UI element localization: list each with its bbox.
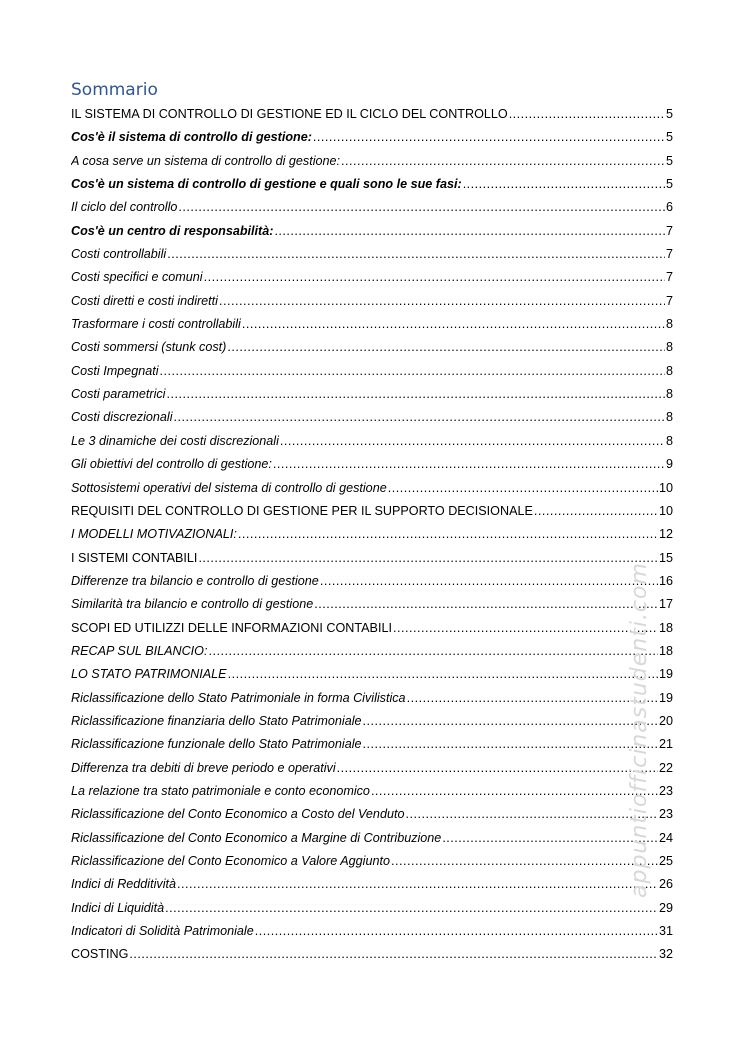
toc-entry-page-number: 25: [658, 854, 673, 868]
toc-dot-leader: [274, 220, 665, 243]
toc-entry[interactable]: [71, 430, 673, 453]
page-title: Sommario: [71, 80, 158, 100]
toc-entry-label: Riclassificazione dello Stato Patrimoniale in forma Civilistica: [71, 690, 406, 705]
toc-entry-page-number: 16: [658, 573, 673, 588]
toc-entry-page-number: 7: [665, 270, 673, 285]
toc-entry-label: Le 3 dinamiche dei costi discrezionali: [71, 433, 279, 448]
toc-entry-label: I SISTEMI CONTABILI: [71, 550, 198, 565]
toc-dot-leader: [273, 453, 665, 476]
toc-dot-leader: [178, 196, 665, 219]
toc-entry-label: Costi Impegnati: [71, 363, 159, 378]
toc-entry[interactable]: [71, 757, 673, 780]
toc-entry-page-number: 32: [658, 947, 673, 962]
toc-entry[interactable]: [71, 220, 673, 243]
toc-dot-leader: [219, 290, 665, 313]
toc-entry[interactable]: [71, 126, 673, 149]
toc-entry[interactable]: [71, 500, 673, 523]
toc-entry-page-number: 23: [658, 807, 673, 822]
toc-entry-page-number: 8: [665, 340, 673, 355]
toc-entry-label: La relazione tra stato patrimoniale e conto economico: [71, 783, 370, 798]
toc-entry-label: Indici di Liquidità: [71, 900, 165, 915]
toc-dot-leader: [388, 477, 658, 500]
toc-entry[interactable]: [71, 920, 673, 943]
toc-entry-label: Sottosistemi operativi del sistema di controllo di gestione: [71, 480, 387, 495]
toc-entry[interactable]: [71, 196, 673, 219]
toc-entry-page-number: 12: [658, 527, 673, 542]
toc-entry[interactable]: [71, 873, 673, 896]
toc-entry[interactable]: [71, 547, 673, 570]
toc-entry[interactable]: [71, 897, 673, 920]
toc-entry-label: Trasformare i costi controllabili: [71, 317, 241, 332]
toc-entry-label: Costi discrezionali: [71, 410, 173, 425]
toc-dot-leader: [129, 943, 658, 966]
toc-dot-leader: [174, 406, 665, 429]
toc-entry[interactable]: [71, 243, 673, 266]
toc-entry-label: Cos'è il sistema di controllo di gestione:: [71, 130, 312, 145]
toc-entry-label: A cosa serve un sistema di controllo di gestione:: [71, 153, 341, 168]
toc-dot-leader: [208, 640, 658, 663]
toc-entry[interactable]: [71, 360, 673, 383]
toc-entry-label: I MODELLI MOTIVAZIONALI:: [71, 527, 237, 542]
toc-dot-leader: [167, 243, 665, 266]
toc-entry-label: Gli obiettivi del controllo di gestione:: [71, 457, 272, 472]
toc-entry-label: Indici di Redditività: [71, 877, 176, 892]
toc-entry-label: Riclassificazione funzionale dello Stato Patrimoniale: [71, 737, 362, 752]
toc-entry-label: Costi diretti e costi indiretti: [71, 293, 218, 308]
toc-entry[interactable]: [71, 266, 673, 289]
toc-entry[interactable]: [71, 850, 673, 873]
toc-entry[interactable]: [71, 150, 673, 173]
toc-entry-label: Riclassificazione del Conto Economico a Margine di Contribuzione: [71, 830, 442, 845]
toc-dot-leader: [463, 173, 665, 196]
toc-entry[interactable]: [71, 943, 673, 966]
toc-entry[interactable]: [71, 173, 673, 196]
toc-dot-leader: [255, 920, 658, 943]
toc-entry-page-number: 10: [658, 480, 673, 495]
toc-entry-label: Costi parametrici: [71, 387, 166, 402]
toc-entry[interactable]: [71, 570, 673, 593]
toc-entry-label: IL SISTEMA DI CONTROLLO DI GESTIONE ED IL CICLO DEL CONTROLLO: [71, 107, 508, 121]
toc-entry[interactable]: [71, 640, 673, 663]
toc-entry-page-number: 29: [658, 900, 673, 915]
toc-entry-page-number: 26: [658, 877, 673, 892]
toc-entry-page-number: 7: [665, 247, 673, 262]
toc-entry-page-number: 6: [665, 200, 673, 215]
toc-entry[interactable]: [71, 313, 673, 336]
toc-entry-label: Costi sommersi (stunk cost): [71, 340, 227, 355]
table-of-contents: [71, 103, 673, 967]
toc-entry[interactable]: [71, 710, 673, 733]
toc-entry[interactable]: [71, 406, 673, 429]
toc-entry[interactable]: [71, 687, 673, 710]
toc-entry[interactable]: [71, 780, 673, 803]
toc-entry-label: Cos'è un centro di responsabilità:: [71, 223, 274, 238]
toc-entry[interactable]: [71, 663, 673, 686]
toc-entry-page-number: 17: [658, 597, 673, 612]
toc-entry[interactable]: [71, 803, 673, 826]
toc-entry-page-number: 8: [665, 363, 673, 378]
toc-entry-label: Riclassificazione finanziaria dello Stato Patrimoniale: [71, 713, 362, 728]
toc-entry-label: Indicatori di Solidità Patrimoniale: [71, 924, 254, 939]
toc-entry[interactable]: [71, 617, 673, 640]
toc-entry-page-number: 5: [665, 177, 673, 192]
toc-entry-label: SCOPI ED UTILIZZI DELLE INFORMAZIONI CONTABILI: [71, 620, 392, 635]
toc-entry-page-number: 8: [665, 433, 673, 448]
toc-entry-page-number: 19: [658, 667, 673, 682]
toc-dot-leader: [177, 873, 658, 896]
toc-entry-page-number: 8: [665, 317, 673, 332]
toc-entry[interactable]: [71, 827, 673, 850]
toc-entry-page-number: 18: [658, 643, 673, 658]
toc-dot-leader: [313, 126, 665, 149]
toc-entry-label: Differenze tra bilancio e controllo di gestione: [71, 573, 319, 588]
toc-entry-page-number: 7: [665, 223, 673, 238]
toc-entry-page-number: 9: [665, 457, 673, 472]
toc-dot-leader: [160, 360, 665, 383]
toc-entry[interactable]: [71, 103, 673, 126]
toc-entry-page-number: 8: [665, 410, 673, 425]
toc-entry-page-number: 15: [658, 550, 673, 565]
toc-dot-leader: [238, 523, 658, 546]
toc-dot-leader: [204, 266, 665, 289]
toc-entry-label: COSTING: [71, 947, 129, 962]
toc-entry-page-number: 21: [658, 737, 673, 752]
toc-entry-label: REQUISITI DEL CONTROLLO DI GESTIONE PER IL SUPPORTO DECISIONALE: [71, 503, 533, 518]
toc-entry-page-number: 10: [658, 503, 673, 518]
toc-entry[interactable]: [71, 290, 673, 313]
toc-entry-label: LO STATO PATRIMONIALE: [71, 667, 227, 682]
toc-entry[interactable]: [71, 453, 673, 476]
toc-entry-label: Riclassificazione del Conto Economico a Costo del Venduto: [71, 807, 405, 822]
toc-entry-label: Similarità tra bilancio e controllo di gestione: [71, 597, 314, 612]
toc-entry-label: Cos'è un sistema di controllo di gestione e quali sono le sue fasi:: [71, 177, 462, 192]
toc-entry-page-number: 24: [658, 830, 673, 845]
toc-entry[interactable]: [71, 733, 673, 756]
toc-entry[interactable]: [71, 477, 673, 500]
toc-dot-leader: [227, 336, 665, 359]
toc-entry-label: Il ciclo del controllo: [71, 200, 178, 215]
toc-entry-page-number: 8: [665, 387, 673, 402]
toc-entry[interactable]: [71, 383, 673, 406]
watermark: appuntiofficinastudenti.com: [627, 562, 652, 898]
toc-entry-page-number: 22: [658, 760, 673, 775]
toc-entry-page-number: 20: [658, 713, 673, 728]
toc-entry-page-number: 23: [658, 783, 673, 798]
toc-entry-label: Differenza tra debiti di breve periodo e operativi: [71, 760, 336, 775]
toc-entry-page-number: 5: [665, 153, 673, 168]
toc-entry-label: Costi controllabili: [71, 247, 167, 262]
toc-entry[interactable]: [71, 593, 673, 616]
toc-dot-leader: [280, 430, 665, 453]
toc-entry-page-number: 19: [658, 690, 673, 705]
toc-entry-label: RECAP SUL BILANCIO:: [71, 643, 208, 658]
toc-entry[interactable]: [71, 523, 673, 546]
toc-dot-leader: [165, 897, 658, 920]
toc-entry-page-number: 5: [665, 107, 673, 121]
toc-dot-leader: [341, 150, 665, 173]
toc-entry[interactable]: [71, 336, 673, 359]
toc-dot-leader: [228, 663, 658, 686]
toc-dot-leader: [534, 500, 658, 523]
toc-dot-leader: [166, 383, 665, 406]
toc-entry-label: Riclassificazione del Conto Economico a Valore Aggiunto: [71, 854, 390, 868]
toc-entry-page-number: 7: [665, 293, 673, 308]
toc-entry-page-number: 31: [658, 924, 673, 939]
toc-entry-label: Costi specifici e comuni: [71, 270, 203, 285]
toc-entry-page-number: 18: [658, 620, 673, 635]
toc-dot-leader: [242, 313, 665, 336]
toc-dot-leader: [198, 547, 658, 570]
toc-dot-leader: [509, 103, 665, 126]
toc-entry-page-number: 5: [665, 130, 673, 145]
